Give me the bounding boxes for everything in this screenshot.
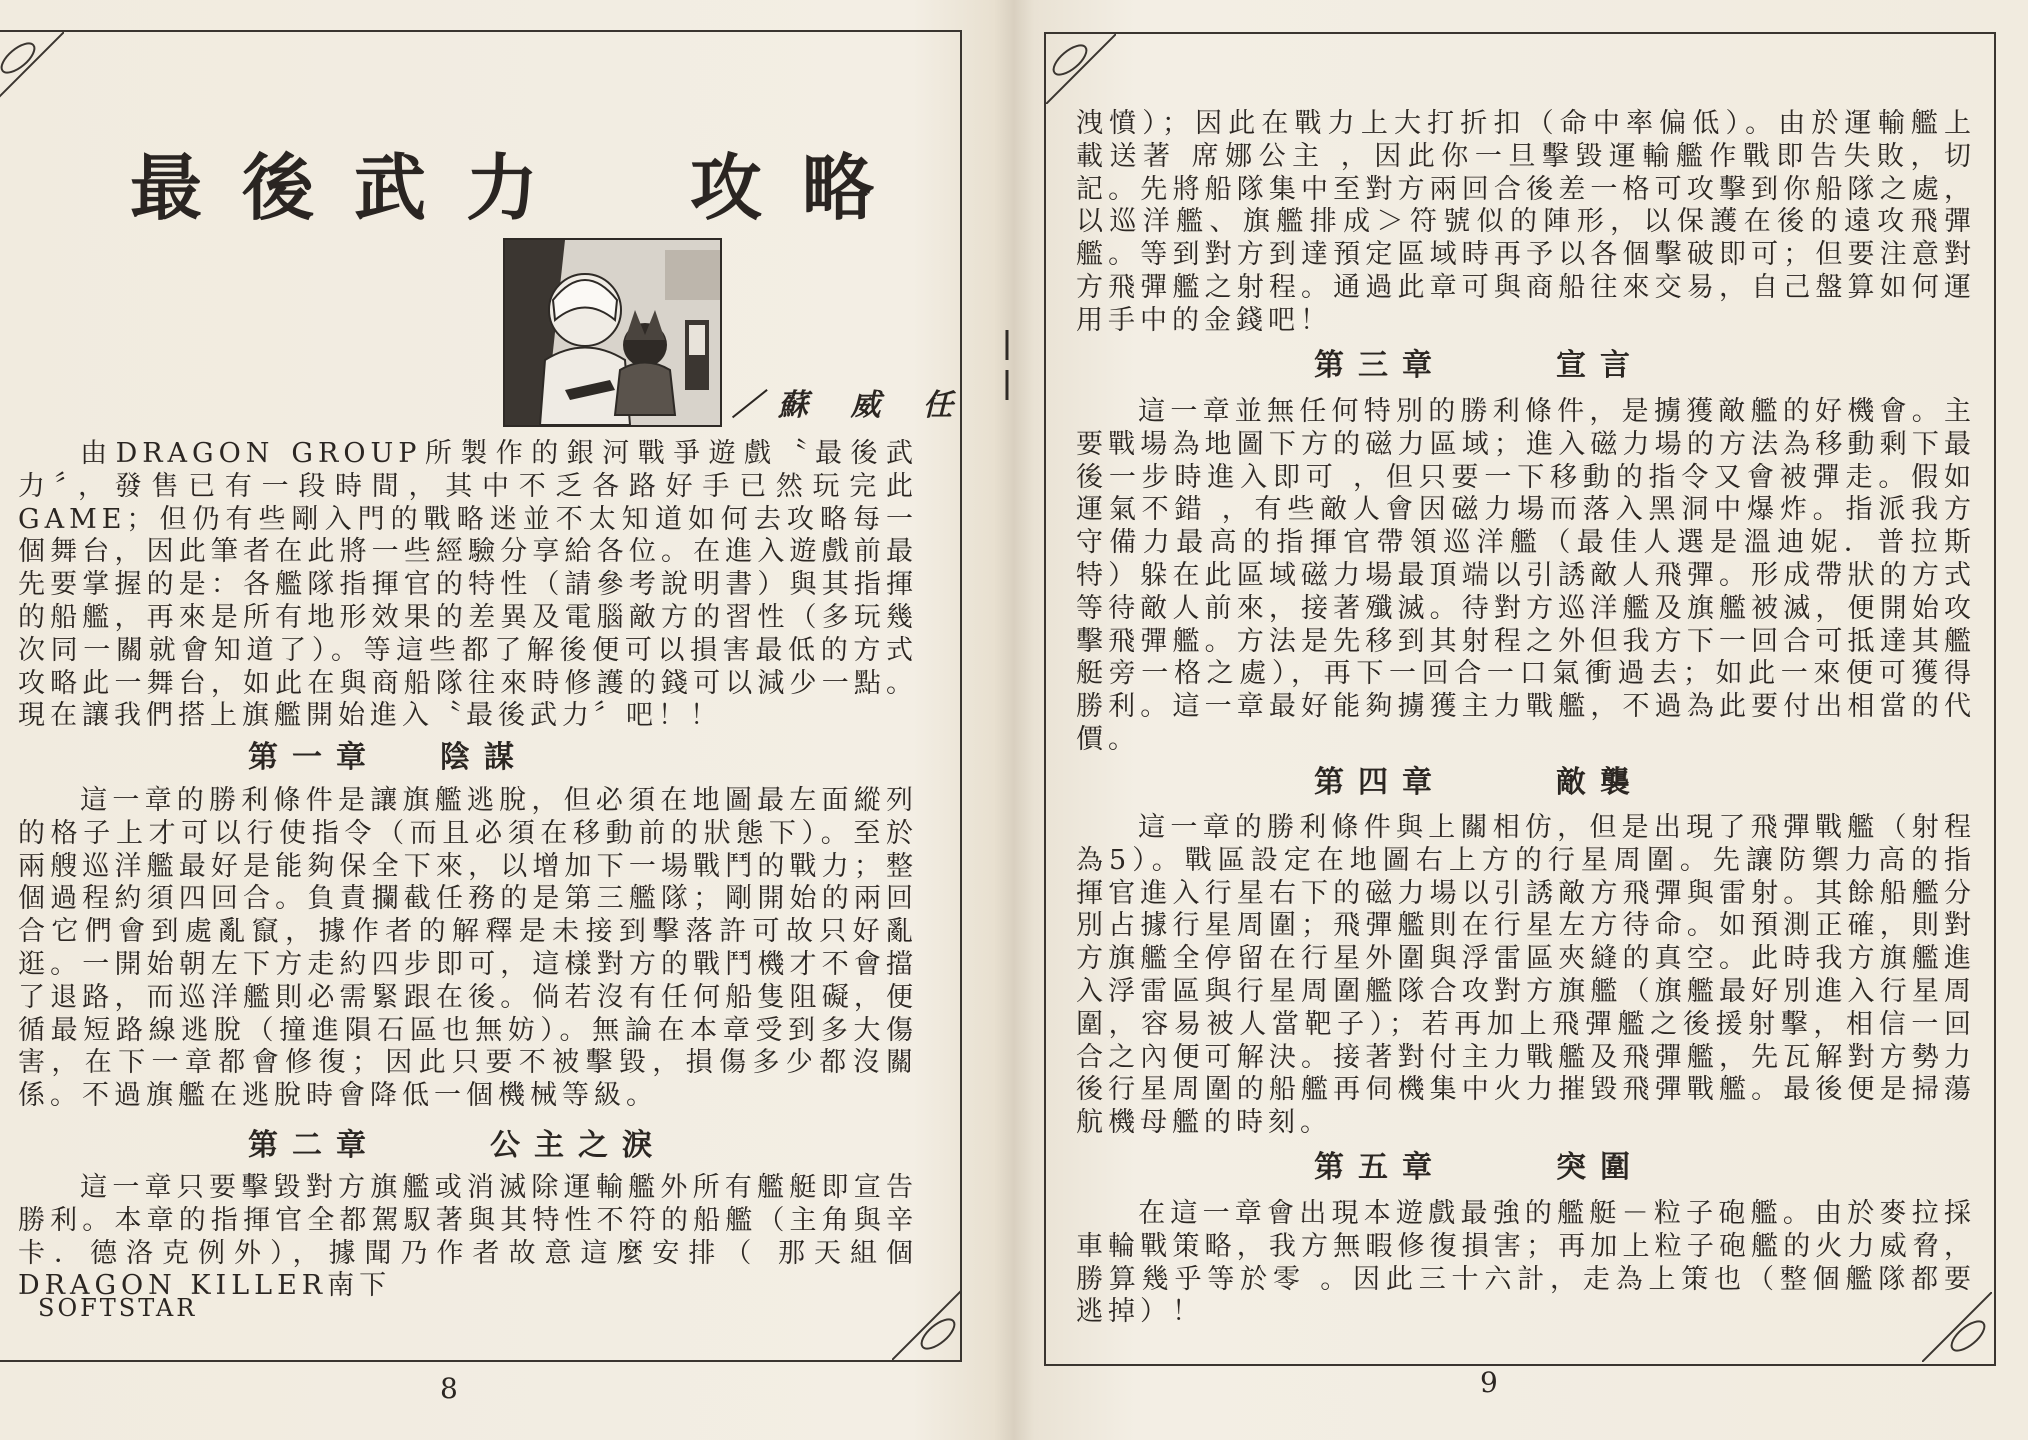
chapter4-paragraph <box>1076 812 1976 1140</box>
chapter1-heading <box>248 732 528 776</box>
chapter5-heading <box>1314 1142 1644 1186</box>
author-byline: ／蘇 威 任 <box>732 388 969 423</box>
intro-paragraph <box>18 438 918 733</box>
chapter3-number: 第三章 <box>1314 348 1446 383</box>
page-number-right: 9 <box>1480 1366 1498 1399</box>
chapter2-paragraph <box>18 1172 918 1303</box>
chapter2-title: 公主之淚 <box>490 1128 666 1163</box>
chapter4-number: 第四章 <box>1314 765 1446 800</box>
chapter2-continuation <box>1076 108 1976 338</box>
chapter4-heading <box>1314 757 1644 801</box>
chapter5-paragraph <box>1076 1198 1976 1329</box>
chapter2-heading <box>248 1120 666 1164</box>
chapter3-heading <box>1314 340 1644 384</box>
chapter3-title: 宣言 <box>1556 348 1644 383</box>
chapter4-text: 這一章的勝利條件與上關相仿，但是出現了飛彈戰艦（射程為5）。戰區設定在地圖右上方的行星周圍。先讓防禦力高的指揮官進入行星右下的磁力場以引誘敵方飛彈與雷射。其餘船艦分別占據行星周圍；飛彈艦則在行星左方待命。如預測正確，則對方旗艦全停留在行星外圍與浮雷區夾縫的真空。此時我方旗艦進入浮雷區與行星周圍艦隊合攻對方旗艦（旗艦最好別進入行星周圍，容易被人當靶子）；若再加上飛彈艦之後援射擊，相信一回合之內便可解決。接著對付主力戰艦及飛彈艦，先瓦解對方勢力後行星周圍的船艦再伺機集中火力摧毀飛彈戰艦。最後便是掃蕩航機母艦的時刻。 <box>1076 812 1976 1139</box>
chapter3-paragraph <box>1076 396 1976 757</box>
binding-clip-icon <box>1004 330 1010 400</box>
corner-ornament-icon <box>1046 34 1116 104</box>
chapter3-text: 這一章並無任何特別的勝利條件，是擄獲敵艦的好機會。主要戰場為地圖下方的磁力區域；進入磁力場的方法為移動剩下最後一步時進入即可 ，但只要一下移動的指令又會被彈走。假如運氣不錯 ，有些敵人會因磁力場而落入黑洞中爆炸。指派我方守備力最高的指揮官帶領巡洋艦（最佳人選是溫迪妮．普拉斯特）躲在此區域磁力場最頂端以引誘敵人飛彈。形成帶狀的方式等待敵人前來，接著殲滅。待對方巡洋艦及旗艦被滅，便開始攻擊飛彈艦。方法是先移到其射程之外但我方下一回合可抵達其艦艇旁一格之處），再下一回合一口氣衝過去；如此一來便可獲得勝利。這一章最好能夠擄獲主力戰艦，不過為此要付出相當的代價。 <box>1076 396 1976 755</box>
right-page <box>1014 0 2028 1440</box>
chapter5-title: 突圍 <box>1556 1150 1644 1185</box>
game-screenshot-illustration <box>503 238 722 427</box>
chapter1-text: 這一章的勝利條件是讓旗艦逃脫，但必須在地圖最左面縱列的格子上才可以行使指令（而且必須在移動前的狀態下）。至於兩艘巡洋艦最好是能夠保全下來，以增加下一場戰鬥的戰力；整個過程約須四回合。負責攔截任務的是第三艦隊；剛開始的兩回合它們會到處亂竄，據作者的解釋是未接到擊落許可故只好亂逛。一開始朝左下方走約四步即可，這樣對方的戰鬥機才不會擋了退路，而巡洋艦則必需緊跟在後。倘若沒有任何船隻阻礙，便循最短路線逃脫（撞進隕石區也無妨）。無論在本章受到多大傷害，在下一章都會修復；因此只要不被擊毀，損傷多少都沒關係。不過旗艦在逃脫時會降低一個機械等級。 <box>18 785 918 1112</box>
chapter4-title: 敵襲 <box>1556 765 1644 800</box>
chapter5-number: 第五章 <box>1314 1150 1446 1185</box>
chapter5-text: 在這一章會出現本遊戲最強的艦艇－粒子砲艦。由於麥拉採車輪戰策略，我方無暇修復損害；再加上粒子砲艦的火力威脅，勝算幾乎等於零 。因此三十六計，走為上策也（整個艦隊都要逃掉）！ <box>1076 1198 1976 1328</box>
chapter2-continuation-text: 洩憤）；因此在戰力上大打折扣（命中率偏低）。由於運輸艦上載送著 席娜公主 ，因此你一旦擊毀運輸艦作戰即告失敗，切記。先將船隊集中至對方兩回合後差一格可攻擊到你船隊之處，以巡洋艦、旗艦排成＞符號似的陣形，以保護在後的遠攻飛彈艦。等到對方到達預定區域時再予以各個擊破即可；但要注意對方飛彈艦之射程。通過此章可與商船往來交易，自己盤算如何運用手中的金錢吧！ <box>1076 108 1976 336</box>
corner-ornament-icon <box>0 32 64 102</box>
publisher-name: SOFTSTAR <box>38 1294 198 1322</box>
chapter2-text: 這一章只要擊毀對方旗艦或消滅除運輸艦外所有艦艇即宣告勝利。本章的指揮官全都駕馭著與其特性不符的船艦（主角與辛卡．德洛克例外），據聞乃作者故意這麼安排（ 那天組個DRAGON KILLER南下 <box>18 1172 918 1302</box>
chapter2-number: 第二章 <box>248 1128 380 1163</box>
page-number-left: 8 <box>440 1372 458 1405</box>
chapter1-number: 第一章 <box>248 740 380 775</box>
article-title: 最後武力 攻略 <box>130 145 915 230</box>
chapter1-title: 陰謀 <box>440 740 528 775</box>
intro-text: 由DRAGON GROUP所製作的銀河戰爭遊戲〝最後武力〞，發售已有一段時間，其中不乏各路好手已然玩完此GAME；但仍有些剛入門的戰略迷並不太知道如何去攻略每一個舞台，因此筆者在此將一些經驗分享給各位。在進入遊戲前最先要掌握的是：各艦隊指揮官的特性（請參考說明書）與其指揮的船艦，再來是所有地形效果的差異及電腦敵方的習性（多玩幾次同一關就會知道了）。等這些都了解後便可以損害最低的方式攻略此一舞台，如此在與商船隊往來時修護的錢可以減少一點。現在讓我們搭上旗艦開始進入〝最後武力〞吧！！ <box>18 438 918 732</box>
left-page <box>0 0 1000 1440</box>
chapter1-paragraph <box>18 785 918 1113</box>
